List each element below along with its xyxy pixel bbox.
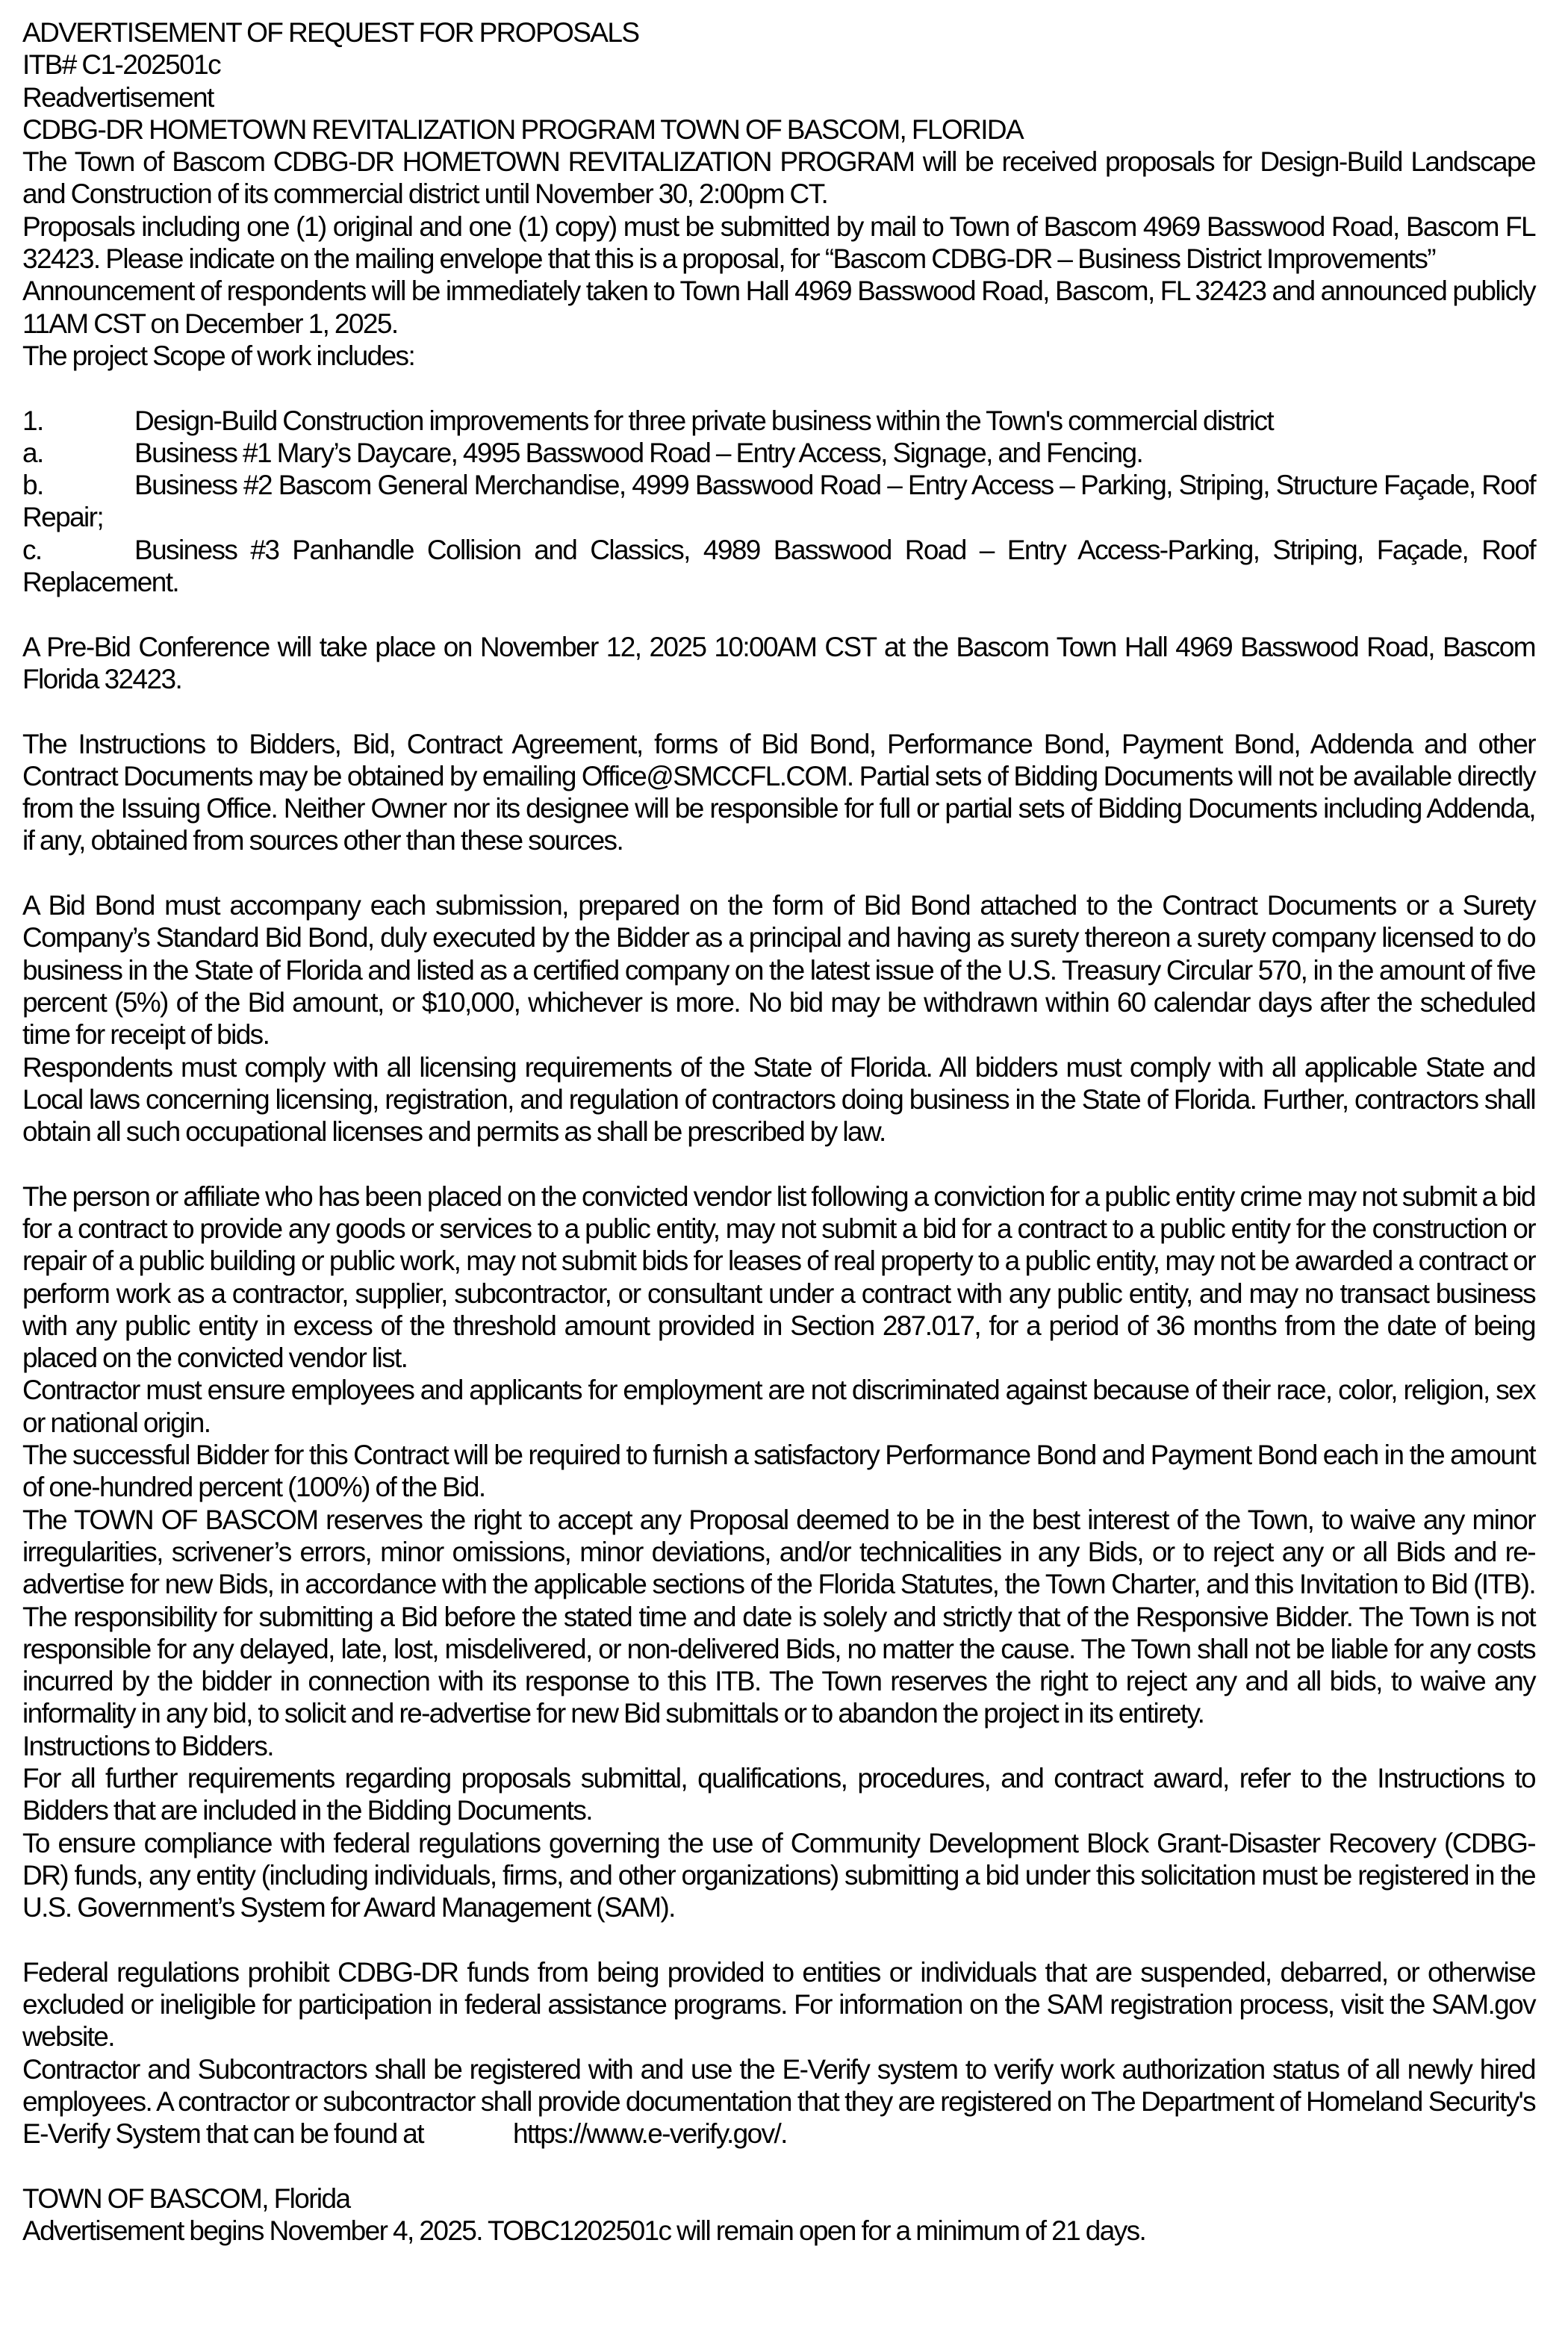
scope-item — [22, 469, 1535, 534]
convicted-vendor-paragraph: The person or affiliate who has been placed on the convicted vendor list following a conviction for a public entity crime may not submit a bid for a contract to provide any goods or services to a public entity, may not submit a bid for a contract to a public entity for the construction or repair of a public building or public work, may not submit bids for leases of real property to a public entity, may not be awarded a contract or perform work as a contractor, supplier, subcontractor, or consultant under a contract with any public entity, and may no transact business with any public entity in excess of the threshold amount provided in Section 287.017, for a period of 36 months from the date of being placed on the convicted vendor list. — [22, 1180, 1535, 1374]
rights-reserved-paragraph: The TOWN OF BASCOM reserves the right to accept any Proposal deemed to be in the best interest of the Town, to waive any minor irregularities, scrivener’s errors, minor omissions, minor deviations, and/or technicalities in any Bids, or to reject any or all Bids and re-advertise for new Bids, in accordance with the applicable sections of the Florida Statutes, the Town Charter, and this Invitation to Bid (ITB). The responsibility for submitting a Bid before the stated time and date is solely and strictly that of the Responsive Bidder. The Town is not responsible for any delayed, late, lost, misdelivered, or non-delivered Bids, no matter the cause. The Town shall not be liable for any costs incurred by the bidder in connection with its response to this ITB. The Town reserves the right to reject any and all bids, to waive any informality in any bid, to solicit and re-advertise for new Bid submittals or to abandon the project in its entirety. — [22, 1504, 1535, 1729]
advertisement-closing: Advertisement begins November 4, 2025. TOBC1202501c will remain open for a minimum of 21 days. — [22, 2215, 1146, 2247]
scope-list — [22, 405, 1535, 599]
contract-documents-paragraph: The Instructions to Bidders, Bid, Contract Agreement, forms of Bid Bond, Performance Bond, Payment Bond, Addenda and other Contract Documents may be obtained by emailing Office@SMCCFL.COM. Partial sets of Bidding Documents will not be available directly from the Issuing Office. Neither Owner nor its designee will be responsible for full or partial sets of Bidding Documents including Addenda, if any, obtained from sources other than these sources. — [22, 728, 1535, 856]
announcement-paragraph: Announcement of respondents will be immediately taken to Town Hall 4969 Basswood Road, Bascom, FL 32423 and announced publicly 11AM CST on December 1, 2025. — [22, 276, 1535, 339]
prebid-conference-paragraph: A Pre-Bid Conference will take place on November 12, 2025 10:00AM CST at the Bascom Town Hall 4969 Basswood Road, Bascom Florida 32423. — [22, 631, 1535, 694]
receipt-paragraph: The Town of Bascom CDBG-DR HOMETOWN REVITALIZATION PROGRAM will be received proposals for Design-Build Landscape and Construction of its commercial district until November 30, 2:00pm CT. — [22, 146, 1535, 210]
readvertisement-label: Readvertisement — [22, 81, 214, 113]
scope-item-text: Design-Build Construction improvements for three private business within the Town's commercial district — [134, 405, 1274, 436]
everify-paragraph — [22, 2053, 1535, 2150]
spacer — [22, 1924, 1535, 1956]
instructions-heading: Instructions to Bidders. — [22, 1730, 273, 1761]
signature-block: TOWN OF BASCOM, Florida — [22, 2183, 350, 2214]
licensing-paragraph: Respondents must comply with all licensing requirements of the State of Florida. All bidders must comply with all applicable State and Local laws concerning licensing, registration, and regulation of contractors doing business in the State of Florida. Further, contractors shall obtain all such occupational licenses and permits as shall be prescribed by law. — [22, 1051, 1535, 1148]
scope-heading: The project Scope of work includes: — [22, 340, 415, 371]
performance-bond-paragraph: The successful Bidder for this Contract will be required to furnish a satisfactory Performance Bond and Payment Bond each in the amount of one-hundred percent (100%) of the Bid. — [22, 1440, 1535, 1503]
instructions-paragraph: For all further requirements regarding proposals submittal, qualifications, procedures, and contract award, refer to the Instructions to Bidders that are included in the Bidding Documents. — [22, 1763, 1535, 1826]
bid-bond-paragraph: A Bid Bond must accompany each submission, prepared on the form of Bid Bond attached to the Contract Documents or a Surety Company’s Standard Bid Bond, duly executed by the Bidder as a principal and having as surety thereon a surety company licensed to do business in the State of Florida and listed as a certified company on the latest issue of the U.S. Treasury Circular 570, in the amount of five percent (5%) of the Bid amount, or $10,000, whichever is more. No bid may be withdrawn within 60 calendar days after the scheduled time for receipt of bids. — [22, 890, 1535, 1051]
federal-prohibition-paragraph: Federal regulations prohibit CDBG-DR funds from being provided to entities or individuals that are suspended, debarred, or otherwise excluded or ineligible for participation in federal assistance programs. For information on the SAM registration process, visit the SAM.gov website. — [22, 1956, 1535, 2053]
scope-item — [22, 437, 1535, 469]
spacer — [22, 857, 1535, 889]
scope-item-text: Business #2 Bascom General Merchandise, 4999 Basswood Road – Entry Access – Parking, Striping, Structure Façade, Roof Repair; — [22, 470, 1535, 533]
scope-item — [22, 405, 1535, 437]
spacer — [22, 2150, 1535, 2183]
spacer — [22, 372, 1535, 404]
everify-link[interactable]: https://www.e-verify.gov/. — [512, 2118, 787, 2150]
itb-number: ITB# C1-202501c — [22, 49, 221, 81]
spacer — [22, 695, 1535, 727]
rfp-advertisement-document — [22, 16, 1535, 2247]
sam-registration-paragraph: To ensure compliance with federal regulations governing the use of Community Development Block Grant-Disaster Recovery (CDBG-DR) funds, any entity (including individuals, firms, and other organizations) submitting a bid under this solicitation must be registered in the U.S. Government’s System for Award Management (SAM). — [22, 1827, 1535, 1923]
everify-text: Contractor and Subcontractors shall be registered with and use the E-Verify system to verify work authorization status of all newly hired employees. A contractor or subcontractor shall provide documentation that they are registered on The Department of Homeland Security's E-Verify System that can be found at — [22, 2053, 1535, 2150]
list-marker: a. — [22, 437, 43, 468]
submission-paragraph: Proposals including one (1) original and one (1) copy) must be submitted by mail to Town of Bascom 4969 Basswood Road, Bascom FL 32423. Please indicate on the mailing envelope that this is a proposal, for “Bascom CDBG-DR – Business District Improvements” — [22, 211, 1535, 275]
spacer — [22, 598, 1535, 630]
document-title: ADVERTISEMENT OF REQUEST FOR PROPOSALS — [22, 17, 639, 48]
list-marker: b. — [22, 470, 43, 501]
spacer — [22, 1148, 1535, 1180]
list-marker: 1. — [22, 405, 43, 436]
scope-item-text: Business #1 Mary’s Daycare, 4995 Basswood Road – Entry Access, Signage, and Fencing. — [134, 437, 1143, 468]
scope-item — [22, 534, 1535, 599]
program-heading: CDBG-DR HOMETOWN REVITALIZATION PROGRAM TOWN OF BASCOM, FLORIDA — [22, 113, 1024, 145]
non-discrimination-paragraph: Contractor must ensure employees and applicants for employment are not discriminated against because of their race, color, religion, sex or national origin. — [22, 1375, 1535, 1438]
scope-item-text: Business #3 Panhandle Collision and Classics, 4989 Basswood Road – Entry Access-Parking, Striping, Façade, Roof Replacement. — [22, 534, 1535, 598]
list-marker: c. — [22, 534, 42, 565]
